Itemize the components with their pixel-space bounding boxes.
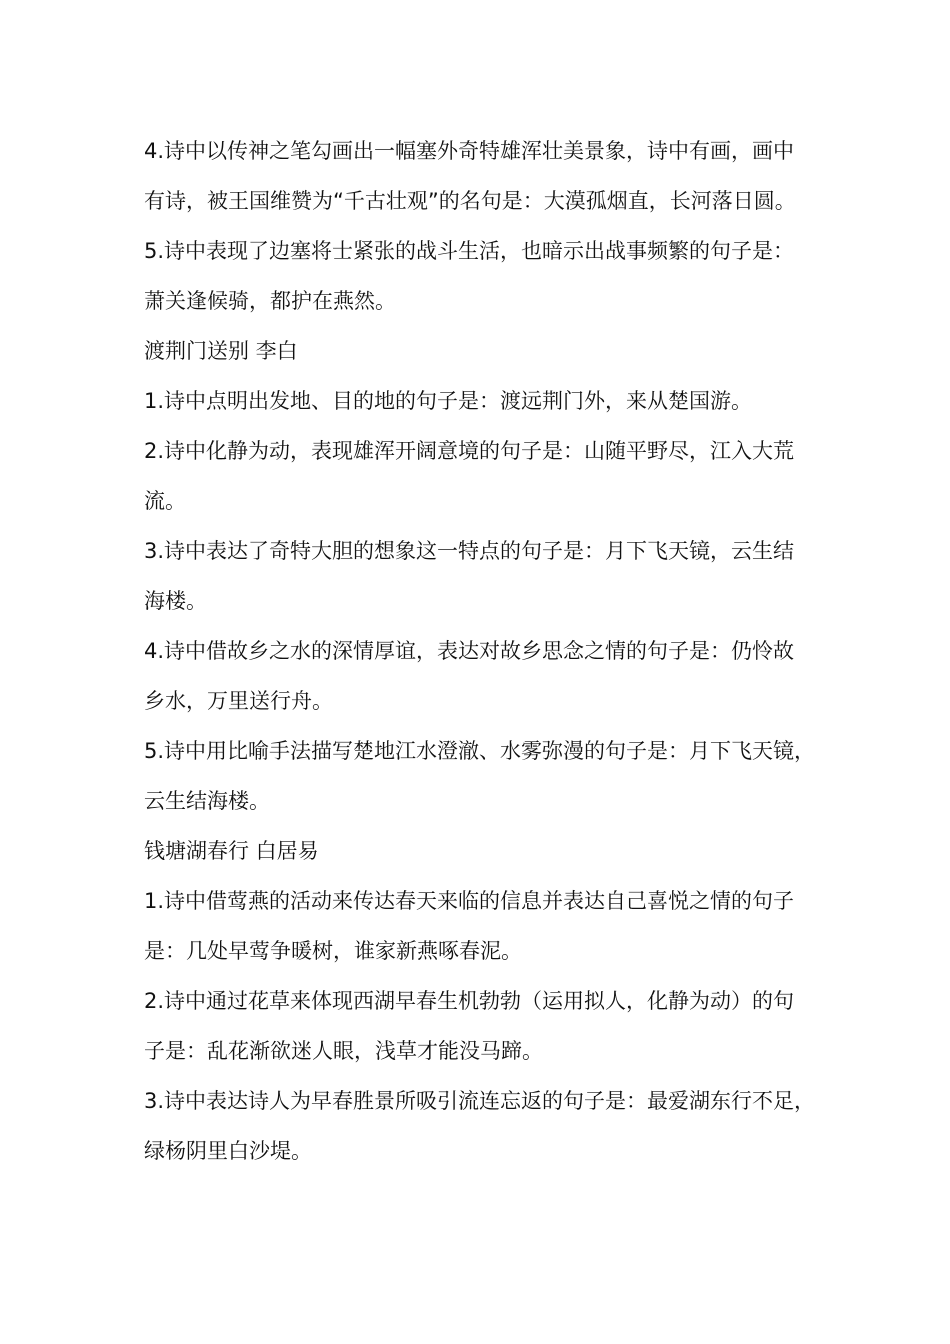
text-line: 1.诗中点明出发地、目的地的句子是：渡远荆门外，来从楚国游。	[144, 389, 753, 413]
text-line: 海楼。	[144, 589, 207, 613]
text-line: 2.诗中化静为动，表现雄浑开阔意境的句子是：山随平野尽，江入大荒	[144, 439, 795, 463]
text-line: 4.诗中以传神之笔勾画出一幅塞外奇特雄浑壮美景象，诗中有画，画中	[144, 139, 795, 163]
text-line: 5.诗中表现了边塞将士紧张的战斗生活，也暗示出战事频繁的句子是：	[144, 239, 795, 263]
text-line: 子是：乱花渐欲迷人眼，浅草才能没马蹄。	[144, 1039, 543, 1063]
document-body	[144, 126, 834, 1176]
text-line: 1.诗中借莺燕的活动来传达春天来临的信息并表达自己喜悦之情的句子	[144, 889, 795, 913]
text-line: 乡水，万里送行舟。	[144, 689, 333, 713]
text-line: 2.诗中通过花草来体现西湖早春生机勃勃（运用拟人，化静为动）的句	[144, 989, 795, 1013]
text-line: 5.诗中用比喻手法描写楚地江水澄澈、水雾弥漫的句子是：月下飞天镜，	[144, 739, 816, 763]
poem-heading: 钱塘湖春行 白居易	[144, 839, 319, 863]
text-line: 有诗，被王国维赞为“千古壮观”的名句是：大漠孤烟直，长河落日圆。	[144, 189, 796, 213]
text-line: 云生结海楼。	[144, 789, 270, 813]
text-line: 萧关逢候骑，都护在燕然。	[144, 289, 396, 313]
text-line: 绿杨阴里白沙堤。	[144, 1139, 312, 1163]
text-line: 4.诗中借故乡之水的深情厚谊，表达对故乡思念之情的句子是：仍怜故	[144, 639, 795, 663]
text-line: 流。	[144, 489, 186, 513]
text-line: 是：几处早莺争暖树，谁家新燕啄春泥。	[144, 939, 522, 963]
poem-heading: 渡荆门送别 李白	[144, 339, 298, 363]
text-line: 3.诗中表达诗人为早春胜景所吸引流连忘返的句子是：最爱湖东行不足，	[144, 1089, 816, 1113]
text-line: 3.诗中表达了奇特大胆的想象这一特点的句子是：月下飞天镜，云生结	[144, 539, 795, 563]
